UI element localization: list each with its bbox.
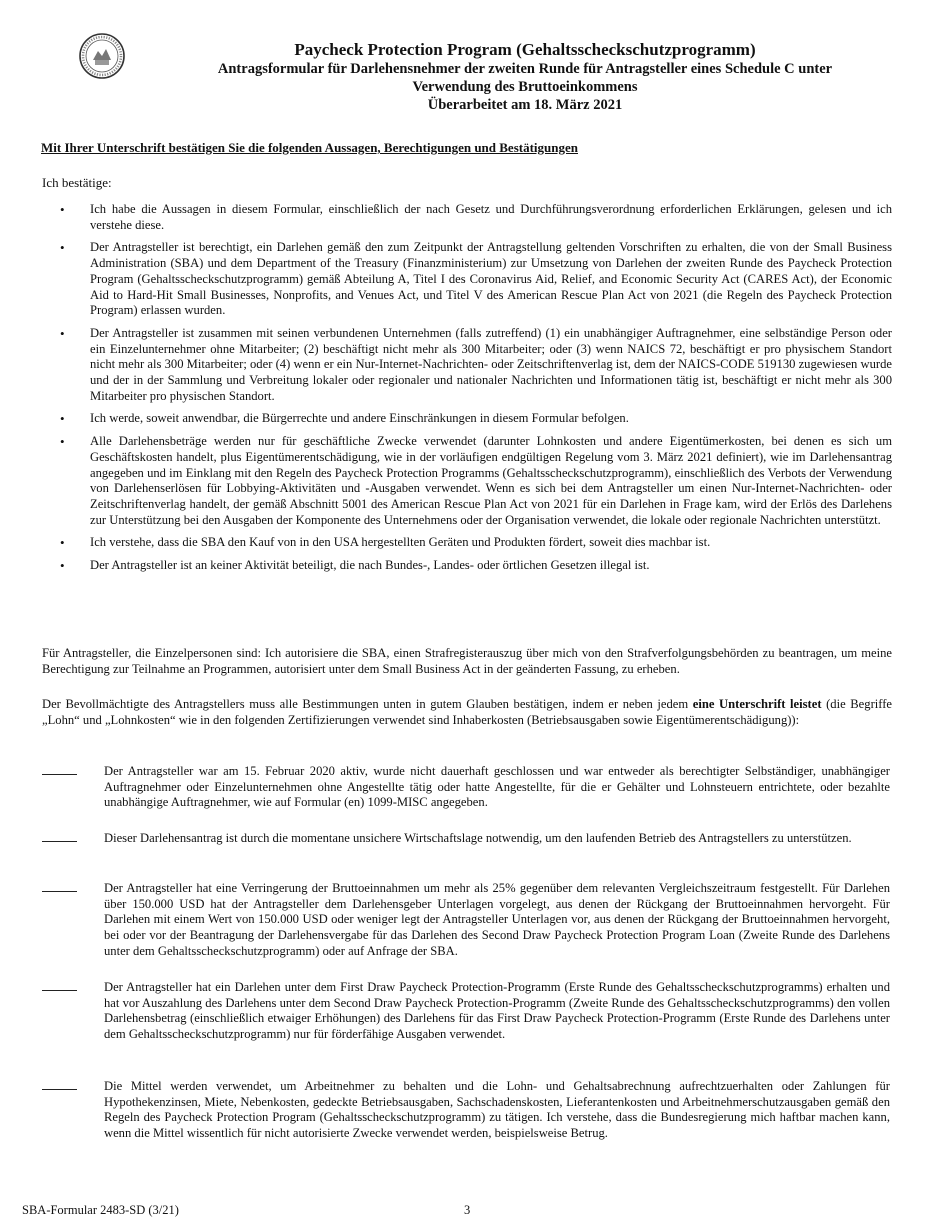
authorized-text-after: (die Begriffe „Lohn“ und „Lohnkosten“ wie in den folgenden Zertifizierungen verwendet sind Inhaberkosten (Betriebsausgaben sowie Eigentümerentschädigung)): [42,697,893,727]
initials-blank[interactable] [42,831,77,842]
document-header [130,40,920,114]
list-item: • Der Antragsteller ist berechtigt, ein Darlehen gemäß den zum Zeitpunkt der Antragstellung geltenden Vorschriften zu erhalten, die von der Small Business Administration (SBA) und dem Department of the Treasury (Finanzministerium) zur Umsetzung von Darlehen der zweiten Runde des Paycheck Protection Program (Gehaltsscheckschutzprogramm) gemäß Abteilung A, Titel I des Coronavirus Aid, Relief, and Economic Security Act (CARES Act), der Economic Aid to Hard-Hit Small Businesses, Nonprofits, and Venues Act, und Titel V des American Rescue Plan Act von 2021 (die Regeln des Paycheck Protection Program) erlassen wurden. [42,240,892,319]
initials-blank[interactable] [42,881,77,892]
list-item: • Ich werde, soweit anwendbar, die Bürgerrechte und andere Einschränkungen in diesem Formular befolgen. [42,411,892,427]
certification-text: Der Antragsteller hat eine Verringerung der Bruttoeinnahmen um mehr als 25% gegenüber dem relevanten Vergleichszeitraum festgestellt. Für Darlehen über 150.000 USD hat der Antragsteller dem Darlehensgeber Unterlagen vorgelegt, aus denen der Rückgang der Bruttoeinnahmen hervorgeht. Für Darlehen mit einem Wert von 150.000 USD oder weniger legt der Antragsteller Unterlagen vor, aus denen der Rückgang der Bruttoeinnahmen hervorgeht, bei oder vor der Beantragung der Darlehensvergabe für das Darlehen des Second Draw Paycheck Protection Program Loan (Zweite Runde des Darlehens unter dem Gehaltsscheckschutzprogramm) oder auf Anfrage der SBA. [104,881,890,958]
document-subtitle-line2: Verwendung des Bruttoeinkommens [412,79,638,95]
page-number: 3 [464,1203,471,1217]
authorized-text-before: Der Bevollmächtigte des Antragstellers muss alle Bestimmungen unten in gutem Glauben bestätigen, indem er neben jedem [42,697,693,711]
certification-item [42,980,890,1043]
certification-text: Die Mittel werden verwendet, um Arbeitnehmer zu behalten und die Lohn- und Gehaltsabrechnung aufrechtzuerhalten oder Zahlungen für Hypothekenzinsen, Miete, Nebenkosten, gedeckte Betriebsausgaben, Sachschadenskosten, Lieferantenkosten und Arbeitnehmerschutzausgaben gemäß den Regeln des Paycheck Protection Program (Gehaltsscheckschutzprogramm) zu tätigen. Ich verstehe, dass die Bundesregierung mich haftbar machen kann, wenn die Mittel wissentlich für nicht autorisierte Zwecke verwendet werden, beispielsweise Betrug. [104,1079,890,1141]
initials-blank[interactable] [42,1079,77,1090]
section-title: Mit Ihrer Unterschrift bestätigen Sie die folgenden Aussagen, Berechtigungen und Bestätigungen [41,140,578,155]
certification-item [42,1079,890,1142]
form-id: SBA-Formular 2483-SD (3/21) [22,1203,179,1217]
list-item: • Alle Darlehensbeträge werden nur für geschäftliche Zwecke verwendet (darunter Lohnkosten und andere Eigentümerkosten, bei denen es sich um Geschäftskosten handelt, plus Eigentümerentschädigung, wie in der vorläufigen endgültigen Regelung vom 3. März 2021 definiert), wie im Darlehensantrag angegeben und im Einklang mit den Regeln des Paycheck Protection Programms (Gehaltsscheckschutzprogramm), einschließlich des Verbots der Verwendung von Darlehenserlösen für Lobbying-Aktivitäten und -Ausgaben verwendet. Wenn es sich bei dem Antragsteller um einen Nur-Internet-Nachrichten- oder Zeitschriftenverlag handelt, der gemäß Abschnitt 5001 des American Rescue Plan Act von 2021 für ein Darlehen in Frage kam, wird der Erlös des Darlehens zur Unterstützung bei den Ausgaben der Komponente des Unternehmens oder der Organisation verwendet, die lokale oder regionale Nachrichten unterstützt. [42,434,892,528]
certification-item [42,764,890,811]
initials-blank[interactable] [42,980,77,991]
authorized-representative-paragraph [42,697,892,728]
initials-blank[interactable] [42,764,77,775]
individuals-paragraph: Für Antragsteller, die Einzelpersonen sind: Ich autorisiere die SBA, einen Strafregisterauszug über mich von den Strafverfolgungsbehörden zu beantragen, um meine Berechtigung zur Teilnahme an Programmen, autorisiert unter dem Small Business Act in der geänderten Fassung, zu erheben. [42,646,892,676]
certification-text: Dieser Darlehensantrag ist durch die momentane unsichere Wirtschaftslage notwendig, um den laufenden Betrieb des Antragstellers zu unterstützen. [104,831,852,845]
document-title: Paycheck Protection Program (Gehaltsscheckschutzprogramm) [294,40,756,59]
revision-date: Überarbeitet am 18. März 2021 [427,97,623,113]
list-item: • Der Antragsteller ist an keiner Aktivität beteiligt, die nach Bundes-, Landes- oder örtlichen Gesetzen illegal ist. [42,558,892,574]
authorized-text-bold: eine Unterschrift leistet [692,697,822,711]
acknowledgement-list [42,202,892,581]
certification-item [42,881,890,960]
list-item: • Ich verstehe, dass die SBA den Kauf von in den USA hergestellten Geräten und Produkten fördert, soweit dies machbar ist. [42,535,892,551]
list-item: • Der Antragsteller ist zusammen mit seinen verbundenen Unternehmen (falls zutreffend) (1) ein unabhängiger Auftragnehmer, eine selbständige Person oder ein Einzelunternehmer ohne Mitarbeiter; (2) beschäftigt nicht mehr als 300 Mitarbeiter; oder (3) wenn NAICS 72, beschäftigt er pro physischem Standort nicht mehr als 300 Mitarbeiter; oder (4) wenn er ein Nur-Internet-Nachrichten- oder Zeitschriftenverlag ist, dem der NAICS-CODE 519130 zugewiesen wurde und der in der Sammlung und Verbreitung lokaler oder regionaler und nationaler Nachrichten und Informationen tätig ist, beschäftigt er nicht mehr als 300 Mitarbeiter pro physischen Standort. [42,326,892,405]
certification-text: Der Antragsteller hat ein Darlehen unter dem First Draw Paycheck Protection-Programm (Erste Runde des Gehaltsscheckschutzprogramms) erhalten und hat vor Auszahlung des Darlehens unter dem Second Draw Paycheck Protection-Programm (Zweite Runde des Gehaltsscheckschutzprogramms) den vollen Darlehensbetrag (einschließlich etwaiger Erhöhungen) des Darlehens für das First Draw Paycheck Protection-Programm (Erste Runde des Darlehens unter dem Gehaltsscheckschutzprogramm) nur für förderfähige Ausgaben verwendet. [104,980,890,1042]
certification-text: Der Antragsteller war am 15. Februar 2020 aktiv, wurde nicht dauerhaft geschlossen und war entweder als berechtigter Selbständiger, unabhängiger Auftragnehmer oder Einzelunternehmen ohne Angestellte tätig oder hatte Angestellte, für die er Gehälter und Lohnsteuern entrichtete, oder bezahlte unabhängige Auftragnehmer, wie auf Formular (en) 1099-MISC angegeben. [104,764,890,810]
sba-seal-icon [78,32,126,80]
list-item: • Ich habe die Aussagen in diesem Formular, einschließlich der nach Gesetz und Durchführungsverordnung erforderlichen Erklärungen, gelesen und ich verstehe diese. [42,202,892,233]
intro-text: Ich bestätige: [42,175,112,190]
document-subtitle-line1: Antragsformular für Darlehensnehmer der zweiten Runde für Antragsteller eines Schedule C unter [217,61,833,77]
certification-item [42,831,890,847]
